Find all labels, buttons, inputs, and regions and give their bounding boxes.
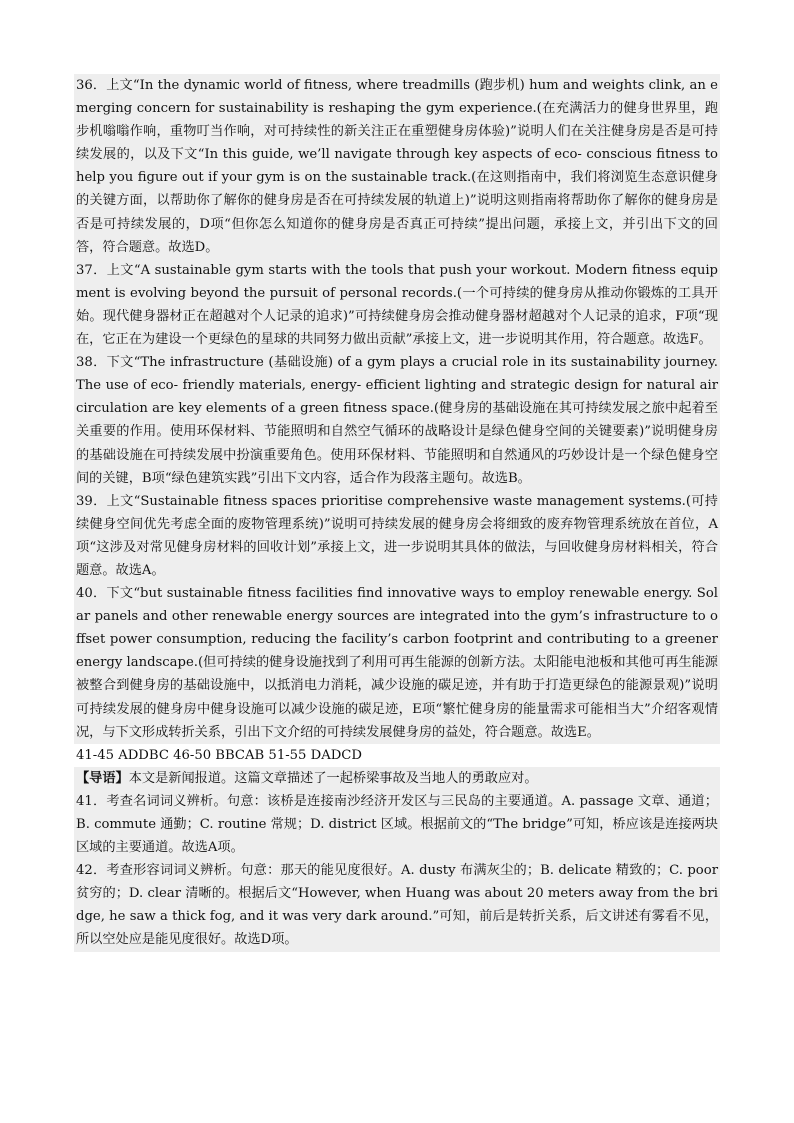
lead-paragraph — [74, 767, 720, 790]
answer-explanation-42: 42．考查形容词词义辨析。句意：那天的能见度很好。A. dusty 布满灰尘的；B. delicate 精致的；C. poor 贫穷的；D. clear 清晰的。根据后文“However, when Huang was about 20 meters away from the bridge, he saw a thick fog, and it was very dark around.”可知，前后是转折关系，后文讲述有雾看不见，所以空处应是能见度很好。故选D项。 — [74, 859, 720, 951]
answer-explanation-41: 41．考查名词词义辨析。句意：该桥是连接南沙经济开发区与三民岛的主要通道。A. passage 文章、通道；B. commute 通勤；C. routine 常规；D. district 区域。根据前文的“The bridge”可知，桥应该是连接两块区域的主要通道。故选A项。 — [74, 790, 720, 859]
document-page — [74, 74, 720, 952]
answer-key-line: 41-45 ADDBC 46-50 BBCAB 51-55 DADCD — [76, 747, 362, 763]
answer-explanation-38: 38．下文“The infrastructure (基础设施) of a gym plays a crucial role in its sustainability journey. The use of eco- friendly materials, energy- efficient lighting and strategic design for natural air circulation are key elements of a green fitness space.(健身房的基础设施在其可持续发展之旅中起着至关重要的作用。使用环保材料、节能照明和自然空气循环的战略设计是绿色健身空间的关键要素)”说明健身房的基础设施在可持续发展中扮演重要角色。使用环保材料、节能照明和自然通风的巧妙设计是一个绿色健身空间的关键，B项“绿色建筑实践”引出下文内容，适合作为段落主题句。故选B。 — [74, 351, 720, 490]
answer-explanation-37: 37．上文“A sustainable gym starts with the tools that push your workout. Modern fitness equipment is evolving beyond the pursuit of personal records.(一个可持续的健身房从推动你锻炼的工具开始。现代健身器材正在超越对个人记录的追求)”可持续健身房会推动健身器材超越对个人记录的追求，F项“现在，它正在为建设一个更绿色的星球的共同努力做出贡献”承接上文，进一步说明其作用，符合题意。故选F。 — [74, 259, 720, 351]
lead-text: 本文是新闻报道。这篇文章描述了一起桥梁事故及当地人的勇敢应对。 — [128, 770, 538, 786]
answer-explanation-40: 40．下文“but sustainable fitness facilities find innovative ways to employ renewable energy. Solar panels and other renewable energy sources are integrated into the gym’s infrastructure to offset power consumption, reducing the facility’s carbon footprint and contributing to a greener energy landscape.(但可持续的健身设施找到了利用可再生能源的创新方法。太阳能电池板和其他可再生能源被整合到健身房的基础设施中，以抵消电力消耗，减少设施的碳足迹，并有助于打造更绿色的能源景观)”说明可持续发展的健身房中健身设施可以减少设施的碳足迹，E项“繁忙健身房的能量需求可能相当大”介绍客观情况，与下文形成转折关系，引出下文介绍的可持续发展健身房的益处，符合题意。故选E。 — [74, 582, 720, 744]
lead-label: 【导语】 — [76, 770, 129, 786]
answer-explanation-39: 39．上文“Sustainable fitness spaces prioritise comprehensive waste management systems.(可持续健身空间优先考虑全面的废物管理系统)”说明可持续发展的健身房会将细致的废弃物管理系统放在首位，A项“这涉及对常见健身房材料的回收计划”承接上文，进一步说明其具体的做法，与回收健身房材料相关，符合题意。故选A。 — [74, 490, 720, 582]
answer-explanation-36: 36．上文“In the dynamic world of fitness, where treadmills (跑步机) hum and weights clink, an emerging concern for sustainability is reshaping the gym experience.(在充满活力的健身世界里，跑步机嗡嗡作响，重物叮当作响，对可持续性的新关注正在重塑健身房体验)”说明人们在关注健身房是否是可持续发展的，以及下文“In this guide, we’ll navigate through key aspects of eco- conscious fitness to help you figure out if your gym is on the sustainable track.(在这则指南中，我们将浏览生态意识健身的关键方面，以帮助你了解你的健身房是否在可持续发展的轨道上)”说明这则指南将帮助你了解你的健身房是否是可持续发展的，D项“但你怎么知道你的健身房是否真正可持续”提出问题，承接上文，并引出下文的回答，符合题意。故选D。 — [74, 74, 720, 259]
